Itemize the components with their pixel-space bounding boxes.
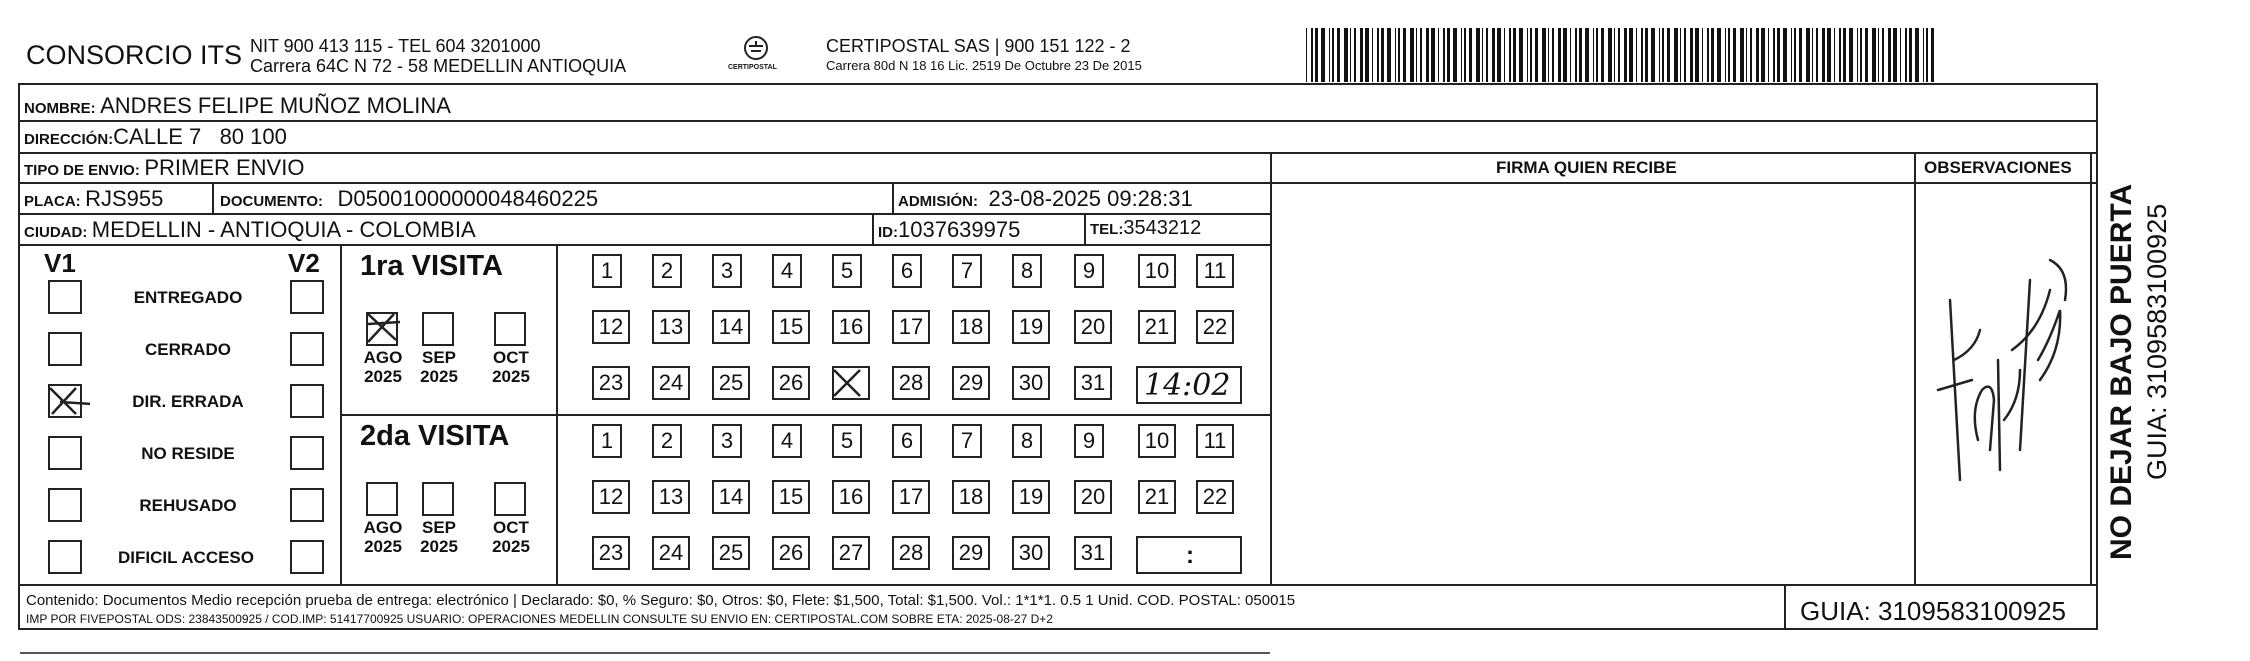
barcode-bar [1530,28,1532,82]
day-box[interactable]: 22 [1196,480,1234,514]
barcode-bar [1332,28,1334,82]
documento-value: D05001000000048460225 [337,186,599,211]
barcode-bar [1909,28,1912,82]
nombre-value: ANDRES FELIPE MUÑOZ MOLINA [100,93,451,118]
first-time-box[interactable] [1136,366,1242,404]
day-box[interactable]: 9 [1074,254,1104,288]
barcode-bar [1799,28,1802,82]
first-visit-title: 1ra VISITA [360,250,503,282]
day-box[interactable]: 25 [712,536,750,570]
barcode-bar [1791,28,1792,82]
handwritten-observation [1920,240,2080,500]
tipo-value: PRIMER ENVIO [144,155,305,180]
barcode-bar [1783,28,1787,82]
no-dejar-text: NO DEJAR BAJO PUERTA [2105,183,2138,560]
first-time-value: 14:02 [1144,368,1231,403]
barcode-bar [1777,28,1780,82]
barcode-bar [1816,28,1818,82]
barcode-bar [1888,28,1891,82]
day-box[interactable]: 2 [652,254,682,288]
barcode-bar [1702,28,1703,82]
barcode-bar [1690,28,1693,82]
documento-label: DOCUMENTO: D05001000000048460225 [220,186,599,211]
barcode-bar [1398,28,1400,82]
year-label: 2025 [492,537,530,556]
v2-checkbox[interactable] [290,488,324,522]
month-checkbox[interactable] [494,312,526,346]
barcode-bar [1601,28,1604,82]
day-box[interactable]: 21 [1138,480,1176,514]
x-mark-icon [364,310,400,346]
day-box[interactable]: 23 [592,366,630,400]
month-label: SEP [421,348,457,367]
day-box[interactable]: 5 [832,424,862,458]
barcode-bar [1822,28,1825,82]
month-checkbox[interactable] [366,482,398,516]
barcode-bar [1768,28,1769,82]
barcode-bar [1872,28,1876,82]
day-box[interactable]: 8 [1012,424,1042,458]
barcode-bar [1482,28,1483,82]
year-label: 2025 [420,537,458,556]
barcode-bar [1365,28,1369,82]
day-box[interactable]: 19 [1012,480,1050,514]
barcode-bar [1350,28,1351,82]
day-box[interactable]: 27 [832,536,870,570]
barcode-bar [1337,28,1340,82]
barcode-bar [1608,28,1612,82]
tipo-label: TIPO DE ENVIO: PRIMER ENVIO [24,155,305,180]
barcode-bar [1492,28,1495,82]
ciudad-label: CIUDAD: MEDELLIN - ANTIOQUIA - COLOMBIA [24,217,476,242]
tel-value: 3543212 [1123,217,1202,239]
barcode-bar [1636,28,1637,82]
barcode-bar [1548,28,1549,82]
barcode-bar [1725,28,1726,82]
day-box[interactable]: 20 [1074,480,1112,514]
day-box[interactable]: 14 [712,310,750,344]
month-label: SEP [421,518,457,537]
day-box[interactable]: 19 [1012,310,1050,344]
barcode-bar [1306,28,1307,82]
day-box[interactable]: 1 [592,424,622,458]
barcode-bar [1915,28,1919,82]
barcode-bar [1410,28,1414,82]
barcode-bar [1931,28,1934,82]
day-box[interactable]: 16 [832,310,870,344]
col-line [1784,584,1786,630]
barcode-bar [1860,28,1862,82]
day-box[interactable]: 13 [652,480,690,514]
barcode-bar [1711,28,1714,82]
barcode-bar [1509,28,1511,82]
v2-checkbox[interactable] [290,540,324,574]
barcode-bar [1519,28,1523,82]
barcode-bar [1381,28,1384,82]
barcode-bar [1680,28,1681,82]
v2-checkbox[interactable] [290,332,324,366]
day-box[interactable]: 28 [892,536,930,570]
day-box[interactable]: 18 [952,480,990,514]
row-line [18,213,1270,215]
day-box[interactable]: 31 [1074,536,1112,570]
id-value: 1037639975 [898,217,1021,242]
barcode-bar [1416,28,1417,82]
barcode-bar [1486,28,1488,82]
col-line [212,182,214,213]
admision-value: 23-08-2025 09:28:31 [988,186,1193,211]
certipostal-logo-icon [726,30,786,80]
row-line [18,152,2098,154]
day-box[interactable]: 9 [1074,424,1104,458]
barcode-bar [1596,28,1598,82]
nit-line: NIT 900 413 115 - TEL 604 3201000 [250,36,541,56]
row-line [340,414,1270,416]
barcode-bar [1746,28,1747,82]
day-box[interactable]: 25 [712,366,750,400]
barcode-bar [1806,28,1810,82]
barcode-bar [1645,28,1648,82]
day-box[interactable]: 29 [952,366,990,400]
company-name: CONSORCIO ITS [26,40,243,70]
v2-checkbox[interactable] [290,280,324,314]
v1-checkbox[interactable] [48,436,82,470]
nombre-label: NOMBRE: ANDRES FELIPE MUÑOZ MOLINA [24,93,451,118]
day-box[interactable]: 17 [892,310,930,344]
firma-label: FIRMA QUIEN RECIBE [1496,158,1677,177]
barcode-bar [1843,28,1846,82]
barcode-bar [1629,28,1633,82]
barcode-bar [1426,28,1429,82]
main-left-border [18,83,20,630]
day-box[interactable]: 15 [772,310,810,344]
col-line [556,244,558,584]
main-top-border [18,83,2098,85]
placa-value: RJS955 [85,186,164,211]
day-box[interactable]: 13 [652,310,690,344]
month-checkbox[interactable] [422,312,454,346]
barcode-bar [1354,28,1356,82]
footer-guia: GUIA: 3109583100925 [1800,596,2066,626]
month-year-label [416,518,462,556]
day-box[interactable]: 6 [892,254,922,288]
second-time-value: : [1186,542,1194,569]
barcode-bar [1733,28,1736,82]
day-box[interactable]: 7 [952,424,982,458]
day-box[interactable]: 12 [592,310,630,344]
barcode-bar [1570,28,1571,82]
barcode-bar [1641,28,1643,82]
day-box[interactable]: 30 [1012,366,1050,400]
col-line [872,213,874,244]
day-box[interactable]: 14 [712,480,750,514]
status-option-label: ENTREGADO [133,288,243,307]
month-checkbox[interactable] [494,482,526,516]
barcode-bar [1812,28,1813,82]
status-option-label: DIR. ERRADA [132,392,244,411]
day-box[interactable]: 26 [772,536,810,570]
day-box[interactable]: 23 [592,536,630,570]
barcode-bar [1321,28,1325,82]
barcode-bar [1461,28,1462,82]
barcode-bar [1865,28,1868,82]
barcode-bar [1659,28,1660,82]
month-year-label [488,348,534,386]
month-label: OCT [493,348,529,367]
status-option-label: NO RESIDE [141,444,235,463]
barcode-bar [1447,28,1450,82]
col-line [1084,213,1086,244]
barcode-bar [1453,28,1457,82]
barcode-bar [1651,28,1655,82]
status-option-label: REHUSADO [139,496,237,515]
day-box[interactable]: 17 [892,480,930,514]
day-box[interactable]: 21 [1138,310,1176,344]
id-label: ID:1037639975 [878,217,1021,242]
day-box[interactable]: 8 [1012,254,1042,288]
row-line [18,120,2098,122]
barcode-bar [1395,28,1396,82]
day-box[interactable]: 31 [1074,366,1112,400]
v1-checkbox[interactable] [48,332,82,366]
barcode-bar [1849,28,1853,82]
barcode-bar [1684,28,1686,82]
admision-label: ADMISIÓN: 23-08-2025 09:28:31 [898,186,1193,211]
barcode-bar [1695,28,1699,82]
barcode-bar [1542,28,1546,82]
status-option-label: CERRADO [145,340,231,359]
barcode-bar [1707,28,1709,82]
year-label: 2025 [492,367,530,386]
barcode-bar [1372,28,1373,82]
barcode-bar [1882,28,1884,82]
day-box[interactable]: 16 [832,480,870,514]
observaciones-label: OBSERVACIONES [1924,158,2072,177]
col-line [892,182,894,213]
v1-checkbox[interactable] [48,384,82,418]
year-label: 2025 [364,537,402,556]
certipostal-logo [726,30,786,80]
day-box[interactable]: 22 [1196,310,1234,344]
barcode-bar [1750,28,1752,82]
day-box[interactable]: 28 [892,366,930,400]
barcode-bar [1504,28,1505,82]
barcode-bar [1311,28,1313,82]
barcode-bar [1464,28,1466,82]
barcode-bar [1728,28,1730,82]
barcode-bar [1438,28,1439,82]
barcode [1306,28,1940,82]
month-checkbox[interactable] [366,312,398,346]
side-guia-text: GUIA: 3109583100925 [2142,203,2172,480]
barcode-bar [1552,28,1554,82]
day-box[interactable]: 18 [952,310,990,344]
barcode-bar [1794,28,1796,82]
footer-imp: IMP POR FIVEPOSTAL ODS: 23843500925 / COD.IMP: 51417700925 USUARIO: OPERACIONES MEDELLIN CONSULTE SU ENVIO EN: CERTIPOSTAL.COM SOBRE ETA: 2025-08-27 D+2 [26,612,1053,626]
col-line [1914,152,1916,584]
v1-checkbox[interactable] [48,540,82,574]
col-line [1270,152,1272,182]
day-box[interactable]: 3 [712,254,742,288]
status-option-label: DIFICIL ACCESO [117,548,254,567]
month-year-label [488,518,534,556]
x-mark-icon [832,368,862,398]
month-year-label [416,348,462,386]
col-line [2090,152,2092,584]
month-year-label [360,348,406,386]
barcode-bar [1857,28,1858,82]
barcode-bar [1360,28,1363,82]
v1-checkbox[interactable] [48,280,82,314]
row-line [1270,182,2098,184]
day-box[interactable]: 4 [772,424,802,458]
ciudad-value: MEDELLIN - ANTIOQUIA - COLOMBIA [91,217,476,242]
barcode-bar [1740,28,1744,82]
day-box[interactable]: 29 [952,536,990,570]
year-label: 2025 [420,367,458,386]
placa-label: PLACA: RJS955 [24,186,164,211]
barcode-bar [1926,28,1928,82]
barcode-bar [1614,28,1615,82]
barcode-bar [1905,28,1907,82]
logo-text: CERTIPOSTAL [728,64,777,71]
barcode-bar [1476,28,1480,82]
day-box[interactable]: 11 [1196,424,1234,458]
certipostal-address: Carrera 80d N 18 16 Lic. 2519 De Octubre 23 De 2015 [826,58,1142,73]
barcode-bar [1527,28,1528,82]
row-line [18,244,1270,246]
day-box[interactable]: 24 [652,366,690,400]
day-box[interactable]: 6 [892,424,922,458]
barcode-bar [1387,28,1391,82]
barcode-bar [1403,28,1406,82]
day-box[interactable]: 15 [772,480,810,514]
barcode-bar [1420,28,1422,82]
main-bottom-border [18,628,2098,630]
barcode-bar [1667,28,1670,82]
barcode-bar [1827,28,1831,82]
month-checkbox[interactable] [422,482,454,516]
barcode-bar [1900,28,1901,82]
month-label: AGO [363,518,403,537]
day-box[interactable]: 7 [952,254,982,288]
barcode-bar [1717,28,1721,82]
barcode-bar [1344,28,1348,82]
tel-label: TEL:3543212 [1090,217,1202,239]
barcode-bar [1558,28,1561,82]
month-label: AGO [363,348,403,367]
barcode-bar [1575,28,1577,82]
day-box[interactable]: 26 [772,366,810,400]
barcode-bar [1773,28,1775,82]
barcode-bar [1839,28,1841,82]
barcode-bar [1443,28,1445,82]
day-box[interactable]: 24 [652,536,690,570]
second-time-box[interactable] [1136,536,1242,574]
barcode-bar [1377,28,1379,82]
barcode-bar [1761,28,1765,82]
v2-label: V2 [288,248,320,278]
day-box[interactable]: 1 [592,254,622,288]
day-box[interactable]: 12 [592,480,630,514]
v2-checkbox[interactable] [290,384,324,418]
day-box[interactable]: 20 [1074,310,1112,344]
barcode-bar [1624,28,1627,82]
second-visit-title: 2da VISITA [360,420,510,452]
barcode-bar [1878,28,1879,82]
month-year-label [360,518,406,556]
v1-label: V1 [44,248,76,278]
row-line [18,584,2098,586]
footer-contenido: Contenido: Documentos Medio recepción prueba de entrega: electrónico | Declarado: $0, % Seguro: $0, Otros: $0, Flete: $1,500, Total: $1,500. Vol.: 1*1*1. 0.5 1 Unid. COD. POSTAL: 050015 [26,592,1296,609]
day-box[interactable]: 3 [712,424,742,458]
barcode-bar [1893,28,1897,82]
scan-line [20,652,1270,654]
day-box[interactable]: 2 [652,424,682,458]
day-box[interactable]: 4 [772,254,802,288]
barcode-bar [1593,28,1594,82]
barcode-bar [1579,28,1582,82]
v2-checkbox[interactable] [290,436,324,470]
address-line: Carrera 64C N 72 - 58 MEDELLIN ANTIOQUIA [250,56,627,76]
barcode-bar [1834,28,1835,82]
barcode-bar [1497,28,1501,82]
direccion-label: DIRECCIÓN:CALLE 7 80 100 [24,124,287,149]
barcode-bar [1315,28,1318,82]
main-right-border [2096,83,2098,630]
month-label: OCT [493,518,529,537]
day-box[interactable]: 10 [1138,254,1176,288]
v1-checkbox[interactable] [48,488,82,522]
barcode-bar [1923,28,1924,82]
x-mark-icon [46,384,90,418]
barcode-bar [1756,28,1759,82]
day-box[interactable]: 30 [1012,536,1050,570]
col-line [1914,152,1916,182]
barcode-bar [1329,28,1330,82]
barcode-bar [1563,28,1567,82]
day-box[interactable] [832,366,870,400]
year-label: 2025 [364,367,402,386]
barcode-bar [1513,28,1516,82]
barcode-bar [1469,28,1472,82]
barcode-bar [1662,28,1664,82]
direccion-value: CALLE 7 80 100 [113,124,287,149]
day-box[interactable]: 11 [1196,254,1234,288]
barcode-bar [1535,28,1538,82]
day-box[interactable]: 10 [1138,424,1176,458]
barcode-bar [1431,28,1435,82]
barcode-bar [1585,28,1589,82]
barcode-bar [1674,28,1678,82]
day-box[interactable]: 5 [832,254,862,288]
barcode-bar [1618,28,1620,82]
col-line [1270,182,1272,584]
certipostal-line: CERTIPOSTAL SAS | 900 151 122 - 2 [826,36,1131,56]
